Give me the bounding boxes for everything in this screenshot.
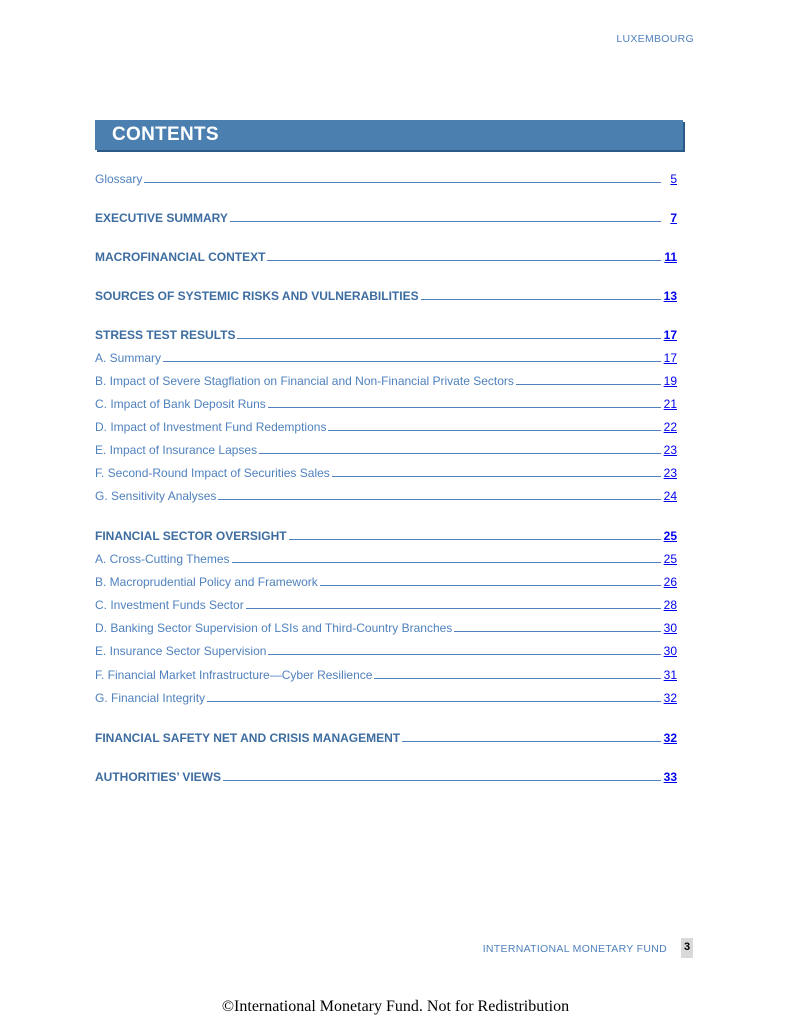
toc-leader-line — [516, 383, 661, 385]
toc-page-link[interactable]: 23 — [663, 443, 677, 457]
toc-entry-label: B. Macroprudential Policy and Framework — [95, 575, 318, 589]
toc-leader-line — [421, 298, 661, 300]
toc-page-link[interactable]: 5 — [670, 172, 677, 186]
running-header-country: LUXEMBOURG — [616, 33, 694, 45]
toc-entry-label: A. Cross-Cutting Themes — [95, 552, 230, 566]
contents-title: CONTENTS — [112, 124, 219, 145]
toc-leader-line — [144, 181, 661, 183]
toc-leader-line — [246, 607, 661, 609]
toc-leader-line — [232, 561, 662, 563]
toc-leader-line — [237, 337, 661, 339]
toc-page-link[interactable]: 33 — [663, 770, 677, 784]
toc-leader-line — [267, 259, 661, 261]
toc-page-link[interactable]: 26 — [663, 575, 677, 589]
toc-entry-label: SOURCES OF SYSTEMIC RISKS AND VULNERABILITIES — [95, 289, 419, 303]
toc-leader-line — [268, 653, 661, 655]
toc-entry-macrofinancial-context[interactable] — [95, 246, 677, 264]
toc-entry-label: E. Insurance Sector Supervision — [95, 644, 267, 658]
toc-page-link[interactable]: 7 — [670, 211, 677, 225]
toc-leader-line — [163, 360, 661, 362]
toc-entry-label: C. Impact of Bank Deposit Runs — [95, 397, 266, 411]
toc-page-link[interactable]: 31 — [663, 668, 677, 682]
toc-entry-securities-sales[interactable] — [95, 462, 677, 480]
toc-entry-label: B. Impact of Severe Stagflation on Financial and Non-Financial Private Sectors — [95, 374, 514, 388]
copyright-notice: ©International Monetary Fund. Not for Redistribution — [221, 998, 570, 1015]
toc-page-link[interactable]: 21 — [663, 397, 677, 411]
toc-entry-label: FINANCIAL SECTOR OVERSIGHT — [95, 529, 287, 543]
toc-entry-label: EXECUTIVE SUMMARY — [95, 211, 228, 225]
toc-entry-glossary[interactable] — [95, 168, 677, 186]
toc-entry-financial-sector-oversight[interactable] — [95, 525, 677, 543]
toc-page-link[interactable]: 11 — [664, 250, 677, 264]
toc-leader-line — [402, 740, 661, 742]
toc-entry-systemic-risks[interactable] — [95, 285, 677, 303]
toc-leader-line — [218, 498, 661, 500]
toc-page-link[interactable]: 32 — [663, 691, 677, 705]
toc-entry-authorities-views[interactable] — [95, 766, 677, 784]
toc-entry-label: C. Investment Funds Sector — [95, 598, 244, 612]
toc-entry-label: Glossary — [95, 172, 143, 186]
toc-entry-macroprudential-policy[interactable] — [95, 571, 677, 589]
toc-entry-sensitivity-analyses[interactable] — [95, 485, 677, 503]
toc-leader-line — [374, 677, 661, 679]
toc-entry-financial-integrity[interactable] — [95, 687, 677, 705]
toc-page-link[interactable]: 22 — [663, 420, 677, 434]
toc-entry-cross-cutting-themes[interactable] — [95, 548, 677, 566]
toc-leader-line — [289, 538, 661, 540]
toc-entry-insurance-lapses[interactable] — [95, 439, 677, 457]
contents-heading-bar — [95, 120, 683, 150]
toc-entry-label: D. Banking Sector Supervision of LSIs and Third-Country Branches — [95, 621, 453, 635]
toc-entry-label: G. Sensitivity Analyses — [95, 489, 217, 503]
toc-entry-executive-summary[interactable] — [95, 207, 677, 225]
toc-entry-summary[interactable] — [95, 347, 677, 365]
footer-organization: INTERNATIONAL MONETARY FUND — [482, 943, 667, 955]
footer-page-box — [681, 938, 693, 958]
toc-entry-investment-funds-sector[interactable] — [95, 594, 677, 612]
toc-leader-line — [268, 406, 661, 408]
toc-entry-fund-redemptions[interactable] — [95, 416, 677, 434]
toc-page-link[interactable]: 23 — [663, 466, 677, 480]
toc-page-link[interactable]: 25 — [663, 552, 677, 566]
toc-leader-line — [259, 452, 661, 454]
toc-entry-label: AUTHORITIES’ VIEWS — [95, 770, 222, 784]
toc-entry-deposit-runs[interactable] — [95, 393, 677, 411]
toc-leader-line — [320, 584, 661, 586]
toc-entry-label: STRESS TEST RESULTS — [95, 328, 236, 342]
toc-entry-stagflation-impact[interactable] — [95, 370, 677, 388]
toc-entry-label: A. Summary — [95, 351, 162, 365]
toc-entry-label: F. Second-Round Impact of Securities Sales — [95, 466, 330, 480]
toc-entry-label: E. Impact of Insurance Lapses — [95, 443, 258, 457]
toc-entry-label: D. Impact of Investment Fund Redemptions — [95, 420, 327, 434]
toc-page-link[interactable]: 13 — [663, 289, 677, 303]
toc-entry-banking-supervision[interactable] — [95, 617, 677, 635]
toc-page-link[interactable]: 32 — [663, 731, 677, 745]
toc-entry-label: FINANCIAL SAFETY NET AND CRISIS MANAGEMENT — [95, 731, 401, 745]
toc-entry-label: MACROFINANCIAL CONTEXT — [95, 250, 266, 264]
toc-page-link[interactable]: 30 — [663, 621, 677, 635]
toc-page-link[interactable]: 17 — [663, 351, 677, 365]
toc-entry-safety-net[interactable] — [95, 727, 677, 745]
toc-entry-label: G. Financial Integrity — [95, 691, 206, 705]
toc-page-link[interactable]: 24 — [663, 489, 677, 503]
toc-page-link[interactable]: 28 — [663, 598, 677, 612]
toc-leader-line — [207, 700, 661, 702]
toc-entry-insurance-supervision[interactable] — [95, 640, 677, 658]
toc-leader-line — [332, 475, 661, 477]
toc-leader-line — [230, 220, 661, 222]
toc-entry-label: F. Financial Market Infrastructure—Cyber Resilience — [95, 668, 373, 682]
toc-page-link[interactable]: 30 — [663, 644, 677, 658]
toc-page-link[interactable]: 19 — [663, 374, 677, 388]
toc-page-link[interactable]: 25 — [663, 529, 677, 543]
toc-entry-stress-test-results[interactable] — [95, 324, 677, 342]
toc-page-link[interactable]: 17 — [663, 328, 677, 342]
toc-entry-cyber-resilience[interactable] — [95, 664, 677, 682]
toc-leader-line — [328, 429, 661, 431]
footer-page-number: 3 — [683, 941, 691, 953]
toc-leader-line — [454, 630, 661, 632]
toc-leader-line — [223, 779, 661, 781]
